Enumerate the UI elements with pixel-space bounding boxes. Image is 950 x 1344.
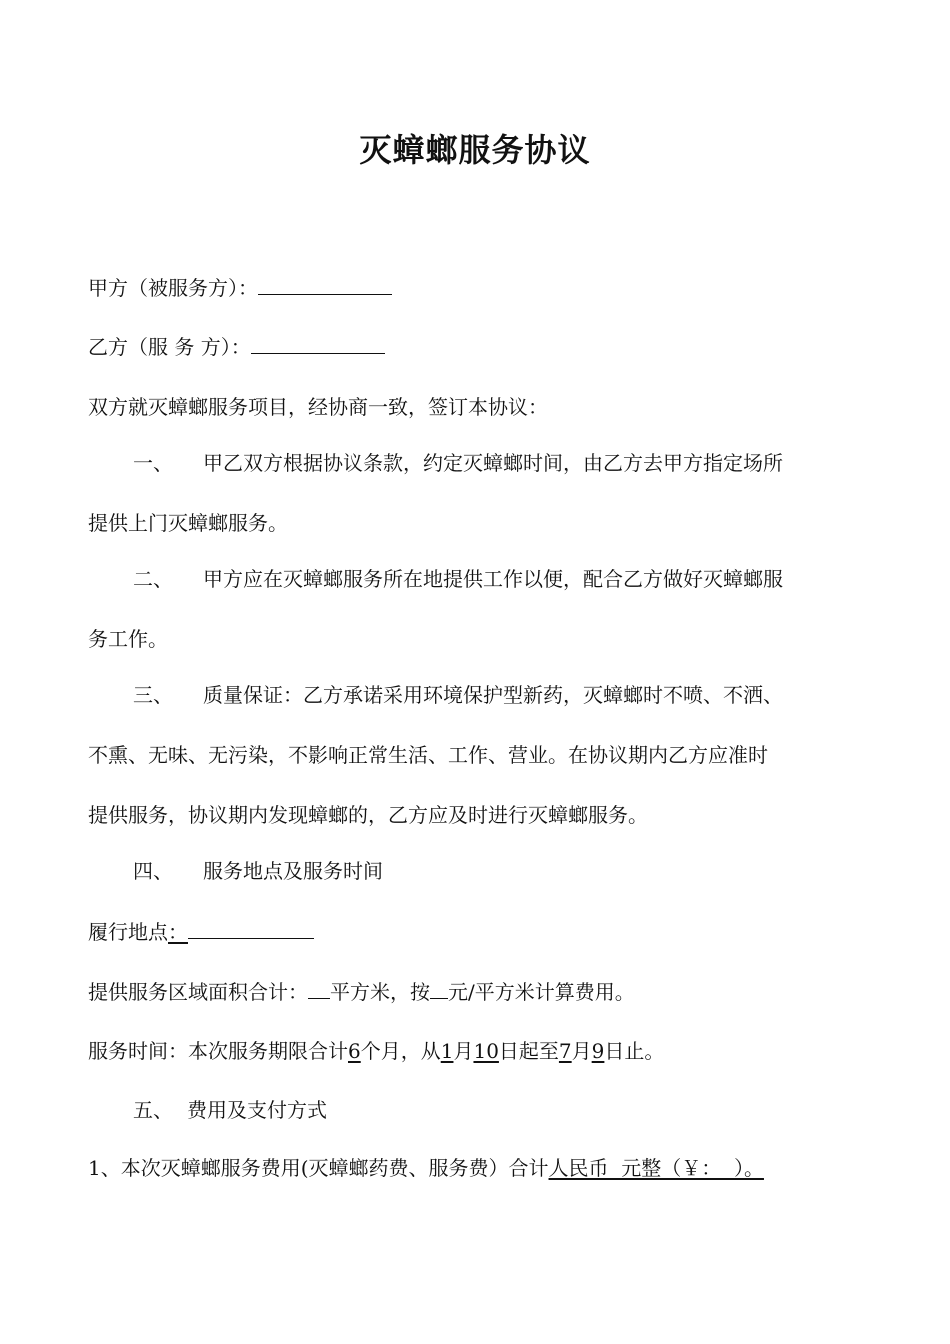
service-time-text-2: 月: [453, 1039, 474, 1063]
end-month: 7: [558, 1039, 572, 1063]
location-line: 履行地点：: [88, 916, 858, 947]
service-time-text-4: 月: [571, 1039, 592, 1063]
area-size-blank[interactable]: [308, 976, 330, 999]
clause-1-text: 甲乙双方根据协议条款，约定灭蟑螂时间，由乙方去甲方指定场所: [203, 451, 783, 475]
clause-4-heading: [133, 856, 858, 886]
clause-2-line-2: 务工作。: [88, 627, 168, 651]
clause-2-text: 甲方应在灭蟑螂服务所在地提供工作以便，配合乙方做好灭蟑螂服: [203, 567, 783, 591]
fee-line: [88, 1153, 858, 1183]
party-b-blank[interactable]: [251, 331, 385, 354]
area-line: [88, 976, 858, 1007]
service-time-line: [88, 1036, 858, 1066]
intro-text: 双方就灭蟑螂服务项目，经协商一致，签订本协议：: [88, 395, 548, 419]
clause-3-line-3: 提供服务，协议期内发现蟑螂的，乙方应及时进行灭蟑螂服务。: [88, 803, 648, 827]
party-a-line: [88, 272, 858, 303]
fee-amount: 人民币 元整（￥： ）。: [548, 1156, 764, 1180]
clause-2-number: 二、: [133, 567, 173, 591]
start-day: 10: [473, 1039, 499, 1063]
start-month: 1: [440, 1039, 454, 1063]
service-months: 6: [348, 1039, 361, 1063]
section-5-title: 费用及支付方式: [187, 1098, 327, 1122]
clause-1-line-2: 提供上门灭蟑螂服务。: [88, 511, 288, 535]
area-mid: 平方米，按: [330, 980, 430, 1004]
clause-4-text: 服务地点及服务时间: [203, 859, 383, 883]
area-suffix: 元/平方米计算费用。: [448, 980, 635, 1004]
section-5-number: 五、: [133, 1098, 173, 1122]
service-time-text-3: 日起至: [498, 1039, 559, 1063]
clause-3-number: 三、: [133, 683, 173, 707]
service-time-prefix: 服务时间：本次服务期限合计: [88, 1039, 348, 1063]
clause-2-line-1: [133, 564, 858, 594]
clause-4-number: 四、: [133, 859, 173, 883]
location-label: 履行地点: [88, 920, 168, 944]
end-day: 9: [591, 1039, 605, 1063]
clause-3-line-1: [133, 680, 858, 710]
document-title: 灭蟑螂服务协议: [359, 131, 591, 169]
location-blank[interactable]: [188, 916, 314, 939]
area-prefix: 提供服务区域面积合计：: [88, 980, 308, 1004]
service-time-text-5: 日止。: [604, 1039, 665, 1063]
party-a-blank[interactable]: [258, 272, 392, 295]
section-5-heading: [133, 1095, 858, 1125]
clause-3-line-2: 不熏、无味、无污染，不影响正常生活、工作、营业。在协议期内乙方应准时: [88, 743, 768, 767]
party-b-line: [88, 331, 858, 362]
clause-1-number: 一、: [133, 451, 173, 475]
service-time-text-1: 个月，从: [360, 1039, 441, 1063]
party-b-label: 乙方（服 务 方）：: [88, 335, 251, 359]
party-a-label: 甲方（被服务方）：: [88, 276, 258, 300]
area-price-blank[interactable]: [430, 976, 448, 999]
fee-prefix: 1、本次灭蟑螂服务费用(灭蟑螂药费、服务费）合计: [88, 1156, 549, 1180]
clause-3-text: 质量保证：乙方承诺采用环境保护型新药，灭蟑螂时不喷、不洒、: [203, 683, 783, 707]
clause-1-line-1: [133, 448, 858, 478]
